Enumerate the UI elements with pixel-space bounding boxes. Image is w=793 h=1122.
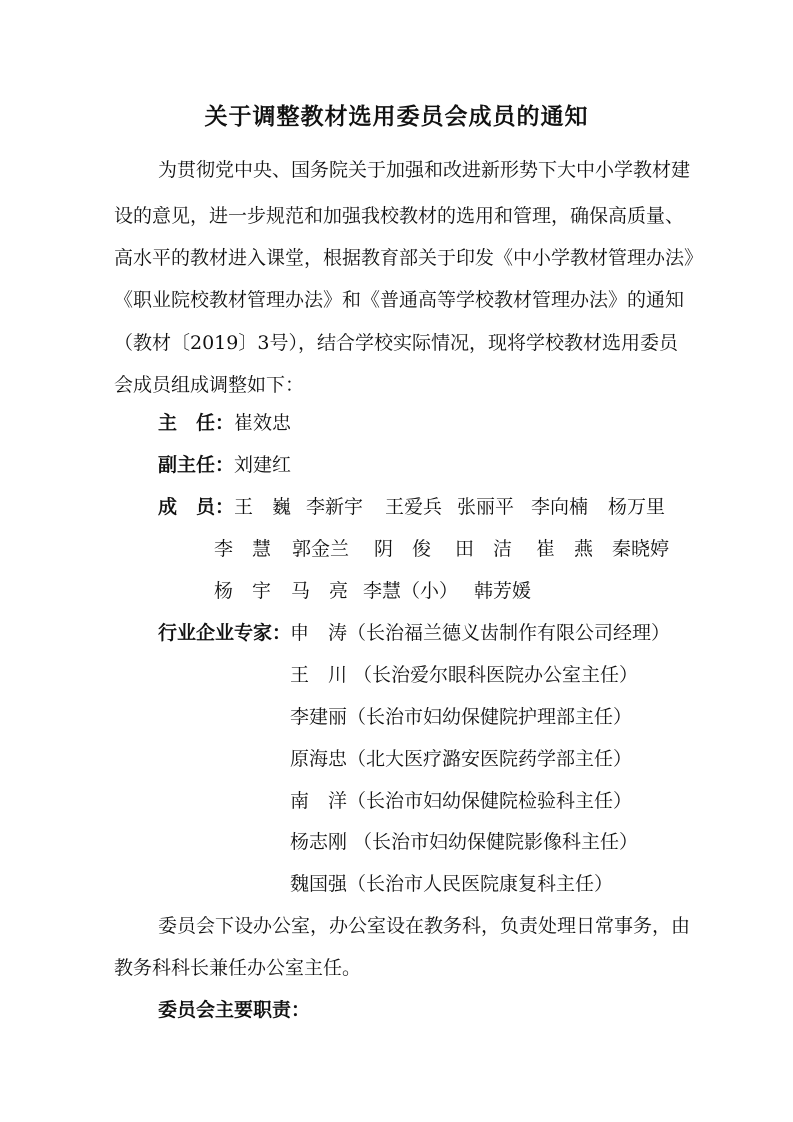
- intro-line-6: 会成员组成调整如下：: [114, 374, 305, 396]
- duties-heading: 委员会主要职责：: [158, 999, 311, 1021]
- member-name: 马 亮: [291, 580, 349, 602]
- member-name: 杨 宇: [214, 580, 272, 602]
- intro-line-3: 高水平的教材进入课堂，根据教育部关于印发《中小学教材管理办法》: [114, 247, 704, 269]
- member-name: 李新宇: [306, 496, 364, 518]
- intro-line-5: （教材〔2019〕3号），结合学校实际情况，现将学校教材选用委员: [114, 332, 678, 354]
- member-name: 秦晓婷: [612, 538, 670, 560]
- intro-line-1: 为贯彻党中央、国务院关于加强和改进新形势下大中小学教材建: [158, 159, 691, 181]
- expert-item: 魏国强（长治市人民医院康复科主任）: [290, 873, 614, 895]
- experts-label-row: [158, 618, 291, 645]
- member-name: 韩芳媛: [474, 580, 532, 602]
- member-name: 崔 燕: [536, 538, 594, 560]
- member-name: 李慧（小）: [363, 580, 459, 602]
- members-label: 成 员：: [158, 496, 235, 518]
- member-name: 张丽平: [457, 496, 515, 518]
- office-line-1: 委员会下设办公室，办公室设在教务科，负责处理日常事务，由: [158, 915, 691, 937]
- member-name: 王爱兵: [385, 496, 443, 518]
- office-line-2: 教务科科长兼任办公室主任。: [114, 957, 362, 979]
- member-name: 李 慧: [214, 538, 272, 560]
- deputy-row: [158, 450, 291, 477]
- document-title: 关于调整教材选用委员会成员的通知: [204, 103, 589, 130]
- expert-item: 杨志刚 （长治市妇幼保健院影像科主任）: [290, 831, 639, 853]
- expert-item: 原海忠（北大医疗潞安医院药学部主任）: [290, 748, 633, 770]
- member-name: 王 巍: [234, 496, 292, 518]
- expert-item: 申 涛（长治福兰德义齿制作有限公司经理）: [290, 622, 671, 644]
- experts-label: 行业企业专家：: [158, 622, 292, 644]
- director-row: [158, 408, 291, 435]
- director-name: 崔效忠: [234, 412, 292, 434]
- deputy-label: 副主任：: [158, 454, 235, 476]
- intro-line-2: 设的意见，进一步规范和加强我校教材的选用和管理，确保高质量、: [114, 205, 685, 227]
- deputy-name: 刘建红: [234, 454, 292, 476]
- members-label-row: [158, 492, 234, 519]
- member-name: 阴 俊: [374, 538, 432, 560]
- member-name: 杨万里: [608, 496, 666, 518]
- member-name: 田 洁: [455, 538, 513, 560]
- expert-item: 王 川 （长治爱尔眼科医院办公室主任）: [290, 664, 639, 686]
- director-label: 主 任：: [158, 412, 235, 434]
- expert-item: 南 洋（长治市妇幼保健院检验科主任）: [290, 790, 633, 812]
- member-name: 郭金兰: [292, 538, 350, 560]
- member-name: 李向楠: [531, 496, 589, 518]
- intro-line-4: 《职业院校教材管理办法》和《普通高等学校教材管理办法》的通知: [114, 289, 685, 311]
- expert-item: 李建丽（长治市妇幼保健院护理部主任）: [290, 706, 633, 728]
